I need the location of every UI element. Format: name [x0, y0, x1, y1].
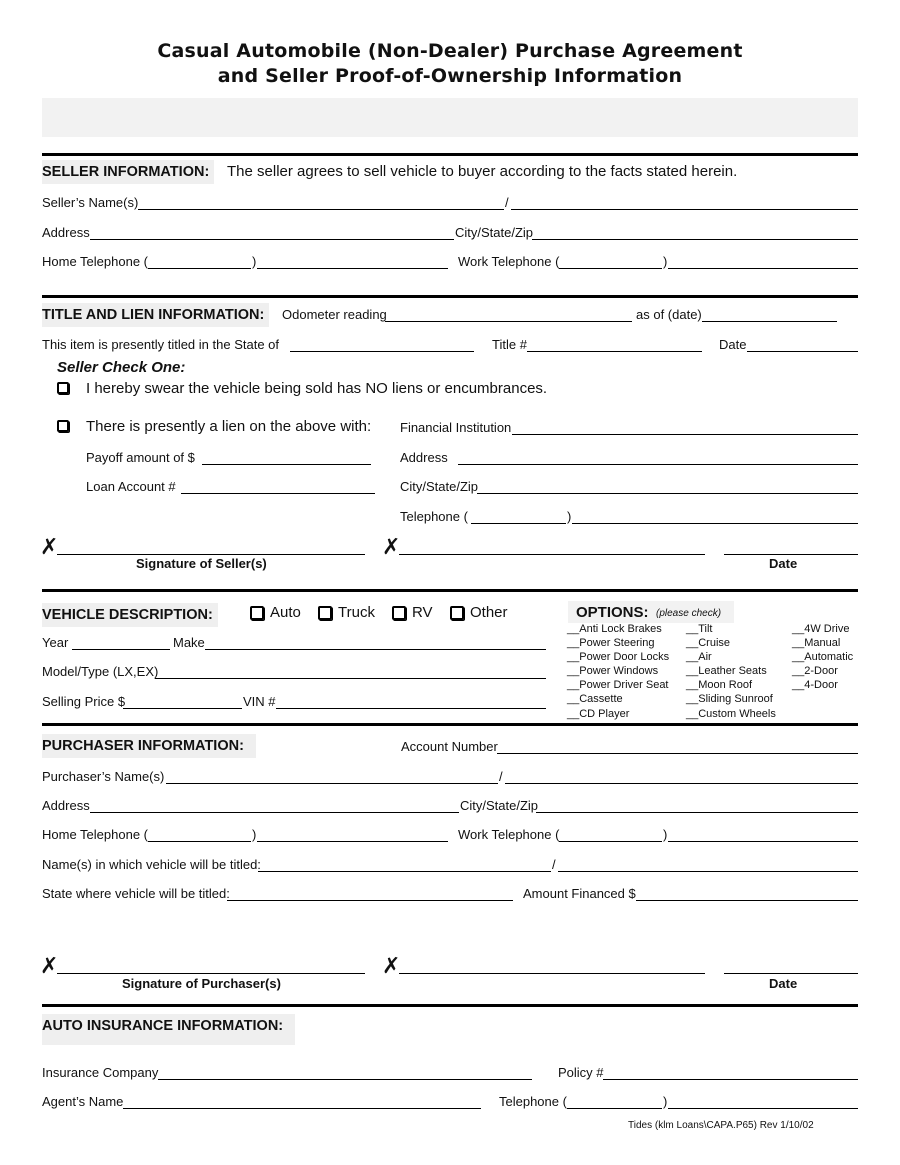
option-leather-seats[interactable]: __Leather Seats	[686, 665, 767, 677]
section-divider	[42, 589, 858, 592]
seller-work-area-field[interactable]	[559, 268, 662, 269]
selling-price-label: Selling Price $	[42, 694, 126, 709]
option-4-door[interactable]: __4-Door	[792, 679, 838, 691]
option-power-steering[interactable]: __Power Steering	[567, 637, 655, 649]
model-field[interactable]	[155, 678, 546, 679]
paren-close: )	[663, 827, 668, 842]
type-other-checkbox[interactable]	[450, 606, 464, 620]
purchaser-date-caption: Date	[769, 976, 798, 991]
seller-city-label: City/State/Zip	[455, 225, 534, 240]
option-air[interactable]: __Air	[686, 651, 712, 663]
odometer-date-label: as of (date)	[636, 307, 702, 322]
purchaser-signature-date-field[interactable]	[724, 973, 858, 974]
section-divider	[42, 295, 858, 298]
agent-telephone-field[interactable]	[668, 1108, 858, 1109]
lien-address-field[interactable]	[458, 464, 858, 465]
insurance-section-header: AUTO INSURANCE INFORMATION:	[42, 1014, 295, 1045]
purchaser-section-header: PURCHASER INFORMATION:	[42, 734, 256, 758]
purchaser-home-tel-label: Home Telephone (	[42, 827, 148, 842]
titled-state-label: This item is presently titled in the State of	[42, 337, 279, 352]
option-automatic[interactable]: __Automatic	[792, 651, 854, 663]
model-label: Model/Type (LX,EX)	[42, 664, 159, 679]
purchaser-signature-caption: Signature of Purchaser(s)	[122, 976, 281, 991]
year-field[interactable]	[72, 649, 170, 650]
section-divider	[42, 723, 858, 726]
type-other-label: Other	[470, 604, 508, 621]
seller-signature-caption: Signature of Seller(s)	[136, 556, 267, 571]
agent-tel-area-field[interactable]	[567, 1108, 662, 1109]
type-truck-label: Truck	[338, 604, 375, 621]
seller-signature-2-field[interactable]	[399, 554, 705, 555]
make-field[interactable]	[205, 649, 546, 650]
option-power-windows[interactable]: __Power Windows	[567, 665, 659, 677]
section-divider	[42, 153, 858, 156]
seller-check-one-label: Seller Check One:	[57, 359, 186, 376]
seller-name-slash: /	[505, 195, 509, 210]
amount-financed-field[interactable]	[636, 900, 858, 901]
signature-x-mark: ✗	[382, 535, 401, 560]
seller-address-field[interactable]	[90, 239, 454, 240]
purchaser-name-slash: /	[499, 769, 503, 784]
option-anti-lock-brakes[interactable]: __Anti Lock Brakes	[567, 623, 662, 635]
titled-name-2-field[interactable]	[558, 871, 858, 872]
seller-section-header: SELLER INFORMATION:	[42, 160, 214, 184]
purchaser-home-area-field[interactable]	[148, 841, 251, 842]
title-date-label: Date	[719, 337, 747, 352]
seller-name-1-field[interactable]	[138, 209, 504, 210]
option-cruise[interactable]: __Cruise	[686, 637, 731, 649]
purchaser-titled-state-field[interactable]	[227, 900, 513, 901]
type-auto-checkbox[interactable]	[250, 606, 264, 620]
title-number-field[interactable]	[527, 351, 702, 352]
payoff-label: Payoff amount of $	[86, 450, 195, 465]
option-4w-drive[interactable]: __4W Drive	[792, 623, 850, 635]
purchaser-signature-2-field[interactable]	[399, 973, 705, 974]
paren-close: )	[663, 254, 668, 269]
no-liens-text: I hereby swear the vehicle being sold has NO liens or encumbrances.	[86, 380, 548, 397]
odometer-date-field[interactable]	[702, 321, 837, 322]
option-cassette[interactable]: __Cassette	[567, 693, 623, 705]
footer-revision: Tides (klm Loans\CAPA.P65) Rev 1/10/02	[628, 1120, 814, 1131]
seller-home-area-field[interactable]	[148, 268, 251, 269]
option-power-driver-seat[interactable]: __Power Driver Seat	[567, 679, 669, 691]
paren-close: )	[567, 509, 572, 524]
titled-state-field[interactable]	[290, 351, 474, 352]
vin-label: VIN #	[243, 694, 276, 709]
title-number-label: Title #	[492, 337, 527, 352]
seller-address-label: Address	[42, 225, 90, 240]
option-sliding-sunroof[interactable]: __Sliding Sunroof	[686, 693, 773, 705]
seller-name-2-field[interactable]	[511, 209, 858, 210]
purchaser-address-field[interactable]	[90, 812, 459, 813]
seller-home-tel-field[interactable]	[257, 268, 448, 269]
loan-account-field[interactable]	[181, 493, 375, 494]
form-title-line2: and Seller Proof-of-Ownership Information	[217, 65, 683, 87]
agent-name-field[interactable]	[123, 1108, 481, 1109]
payoff-field[interactable]	[202, 464, 371, 465]
purchaser-signature-1-field[interactable]	[57, 973, 365, 974]
purchaser-names-label: Purchaser’s Name(s)	[42, 769, 165, 784]
amount-financed-label: Amount Financed $	[523, 886, 636, 901]
account-number-field[interactable]	[497, 753, 858, 754]
seller-work-tel-label: Work Telephone (	[458, 254, 560, 269]
make-label: Make	[173, 635, 205, 650]
lien-city-label: City/State/Zip	[400, 479, 479, 494]
paren-close: )	[252, 254, 257, 269]
titled-state-label: State where vehicle will be titled:	[42, 886, 230, 901]
seller-names-label: Seller’s Name(s)	[42, 195, 139, 210]
lien-address-label: Address	[400, 450, 448, 465]
form-title-line1: Casual Automobile (Non-Dealer) Purchase Agreement	[157, 40, 743, 62]
option-cd-player[interactable]: __CD Player	[567, 708, 630, 720]
agent-name-label: Agent’s Name	[42, 1094, 124, 1109]
type-rv-label: RV	[412, 604, 433, 621]
lien-telephone-label: Telephone (	[400, 509, 468, 524]
purchaser-address-label: Address	[42, 798, 90, 813]
paren-close: )	[663, 1094, 668, 1109]
signature-x-mark: ✗	[40, 535, 59, 560]
no-liens-checkbox[interactable]	[57, 382, 69, 394]
lien-telephone-field[interactable]	[572, 523, 858, 524]
option-power-door-locks[interactable]: __Power Door Locks	[567, 651, 670, 663]
options-note: (please check)	[656, 608, 722, 619]
purchaser-work-tel-field[interactable]	[668, 841, 858, 842]
option-moon-roof[interactable]: __Moon Roof	[686, 679, 753, 691]
title-lien-section-header: TITLE AND LIEN INFORMATION:	[42, 303, 269, 327]
purchaser-work-tel-label: Work Telephone (	[458, 827, 560, 842]
titled-names-label: Name(s) in which vehicle will be titled:	[42, 857, 261, 872]
option-2-door[interactable]: __2-Door	[792, 665, 838, 677]
titled-name-slash: /	[552, 857, 556, 872]
odometer-field[interactable]	[385, 321, 632, 322]
type-auto-label: Auto	[270, 604, 301, 621]
insurance-company-label: Insurance Company	[42, 1065, 159, 1080]
purchaser-city-field[interactable]	[536, 812, 858, 813]
seller-signature-date-field[interactable]	[724, 554, 858, 555]
seller-home-tel-label: Home Telephone (	[42, 254, 148, 269]
signature-x-mark: ✗	[40, 954, 59, 979]
insurance-company-field[interactable]	[158, 1079, 532, 1080]
option-tilt[interactable]: __Tilt	[686, 623, 713, 635]
seller-date-caption: Date	[769, 556, 798, 571]
loan-account-label: Loan Account #	[86, 479, 176, 494]
type-truck-checkbox[interactable]	[318, 606, 332, 620]
purchaser-name-2-field[interactable]	[505, 783, 858, 784]
title-date-field[interactable]	[747, 351, 858, 352]
financial-institution-label: Financial Institution	[400, 420, 512, 435]
has-lien-checkbox[interactable]	[57, 420, 69, 432]
seller-city-field[interactable]	[532, 239, 858, 240]
policy-number-label: Policy #	[558, 1065, 604, 1080]
vin-field[interactable]	[276, 708, 546, 709]
options-title: OPTIONS:	[576, 604, 649, 621]
option-manual[interactable]: __Manual	[792, 637, 841, 649]
titled-name-1-field[interactable]	[258, 871, 551, 872]
vehicle-section-header: VEHICLE DESCRIPTION:	[42, 603, 218, 627]
signature-x-mark: ✗	[382, 954, 401, 979]
purchaser-home-tel-field[interactable]	[257, 841, 448, 842]
purchaser-work-area-field[interactable]	[559, 841, 662, 842]
paren-close: )	[252, 827, 257, 842]
agent-telephone-label: Telephone (	[499, 1094, 567, 1109]
type-rv-checkbox[interactable]	[392, 606, 406, 620]
year-label: Year	[42, 635, 69, 650]
lien-city-field[interactable]	[477, 493, 858, 494]
lien-tel-area-field[interactable]	[471, 523, 566, 524]
policy-number-field[interactable]	[603, 1079, 858, 1080]
section-divider	[42, 1004, 858, 1007]
account-number-label: Account Number	[401, 739, 498, 754]
has-lien-text: There is presently a lien on the above with:	[86, 418, 372, 435]
selling-price-field[interactable]	[123, 708, 242, 709]
seller-signature-1-field[interactable]	[57, 554, 365, 555]
seller-intro-text: The seller agrees to sell vehicle to buyer according to the facts stated herein.	[227, 163, 738, 180]
seller-work-tel-field[interactable]	[668, 268, 858, 269]
odometer-label: Odometer reading	[282, 307, 387, 322]
purchaser-name-1-field[interactable]	[166, 783, 498, 784]
purchaser-city-label: City/State/Zip	[460, 798, 539, 813]
financial-institution-field[interactable]	[512, 434, 858, 435]
title-banner-box	[42, 98, 858, 137]
option-custom-wheels[interactable]: __Custom Wheels	[686, 708, 776, 720]
